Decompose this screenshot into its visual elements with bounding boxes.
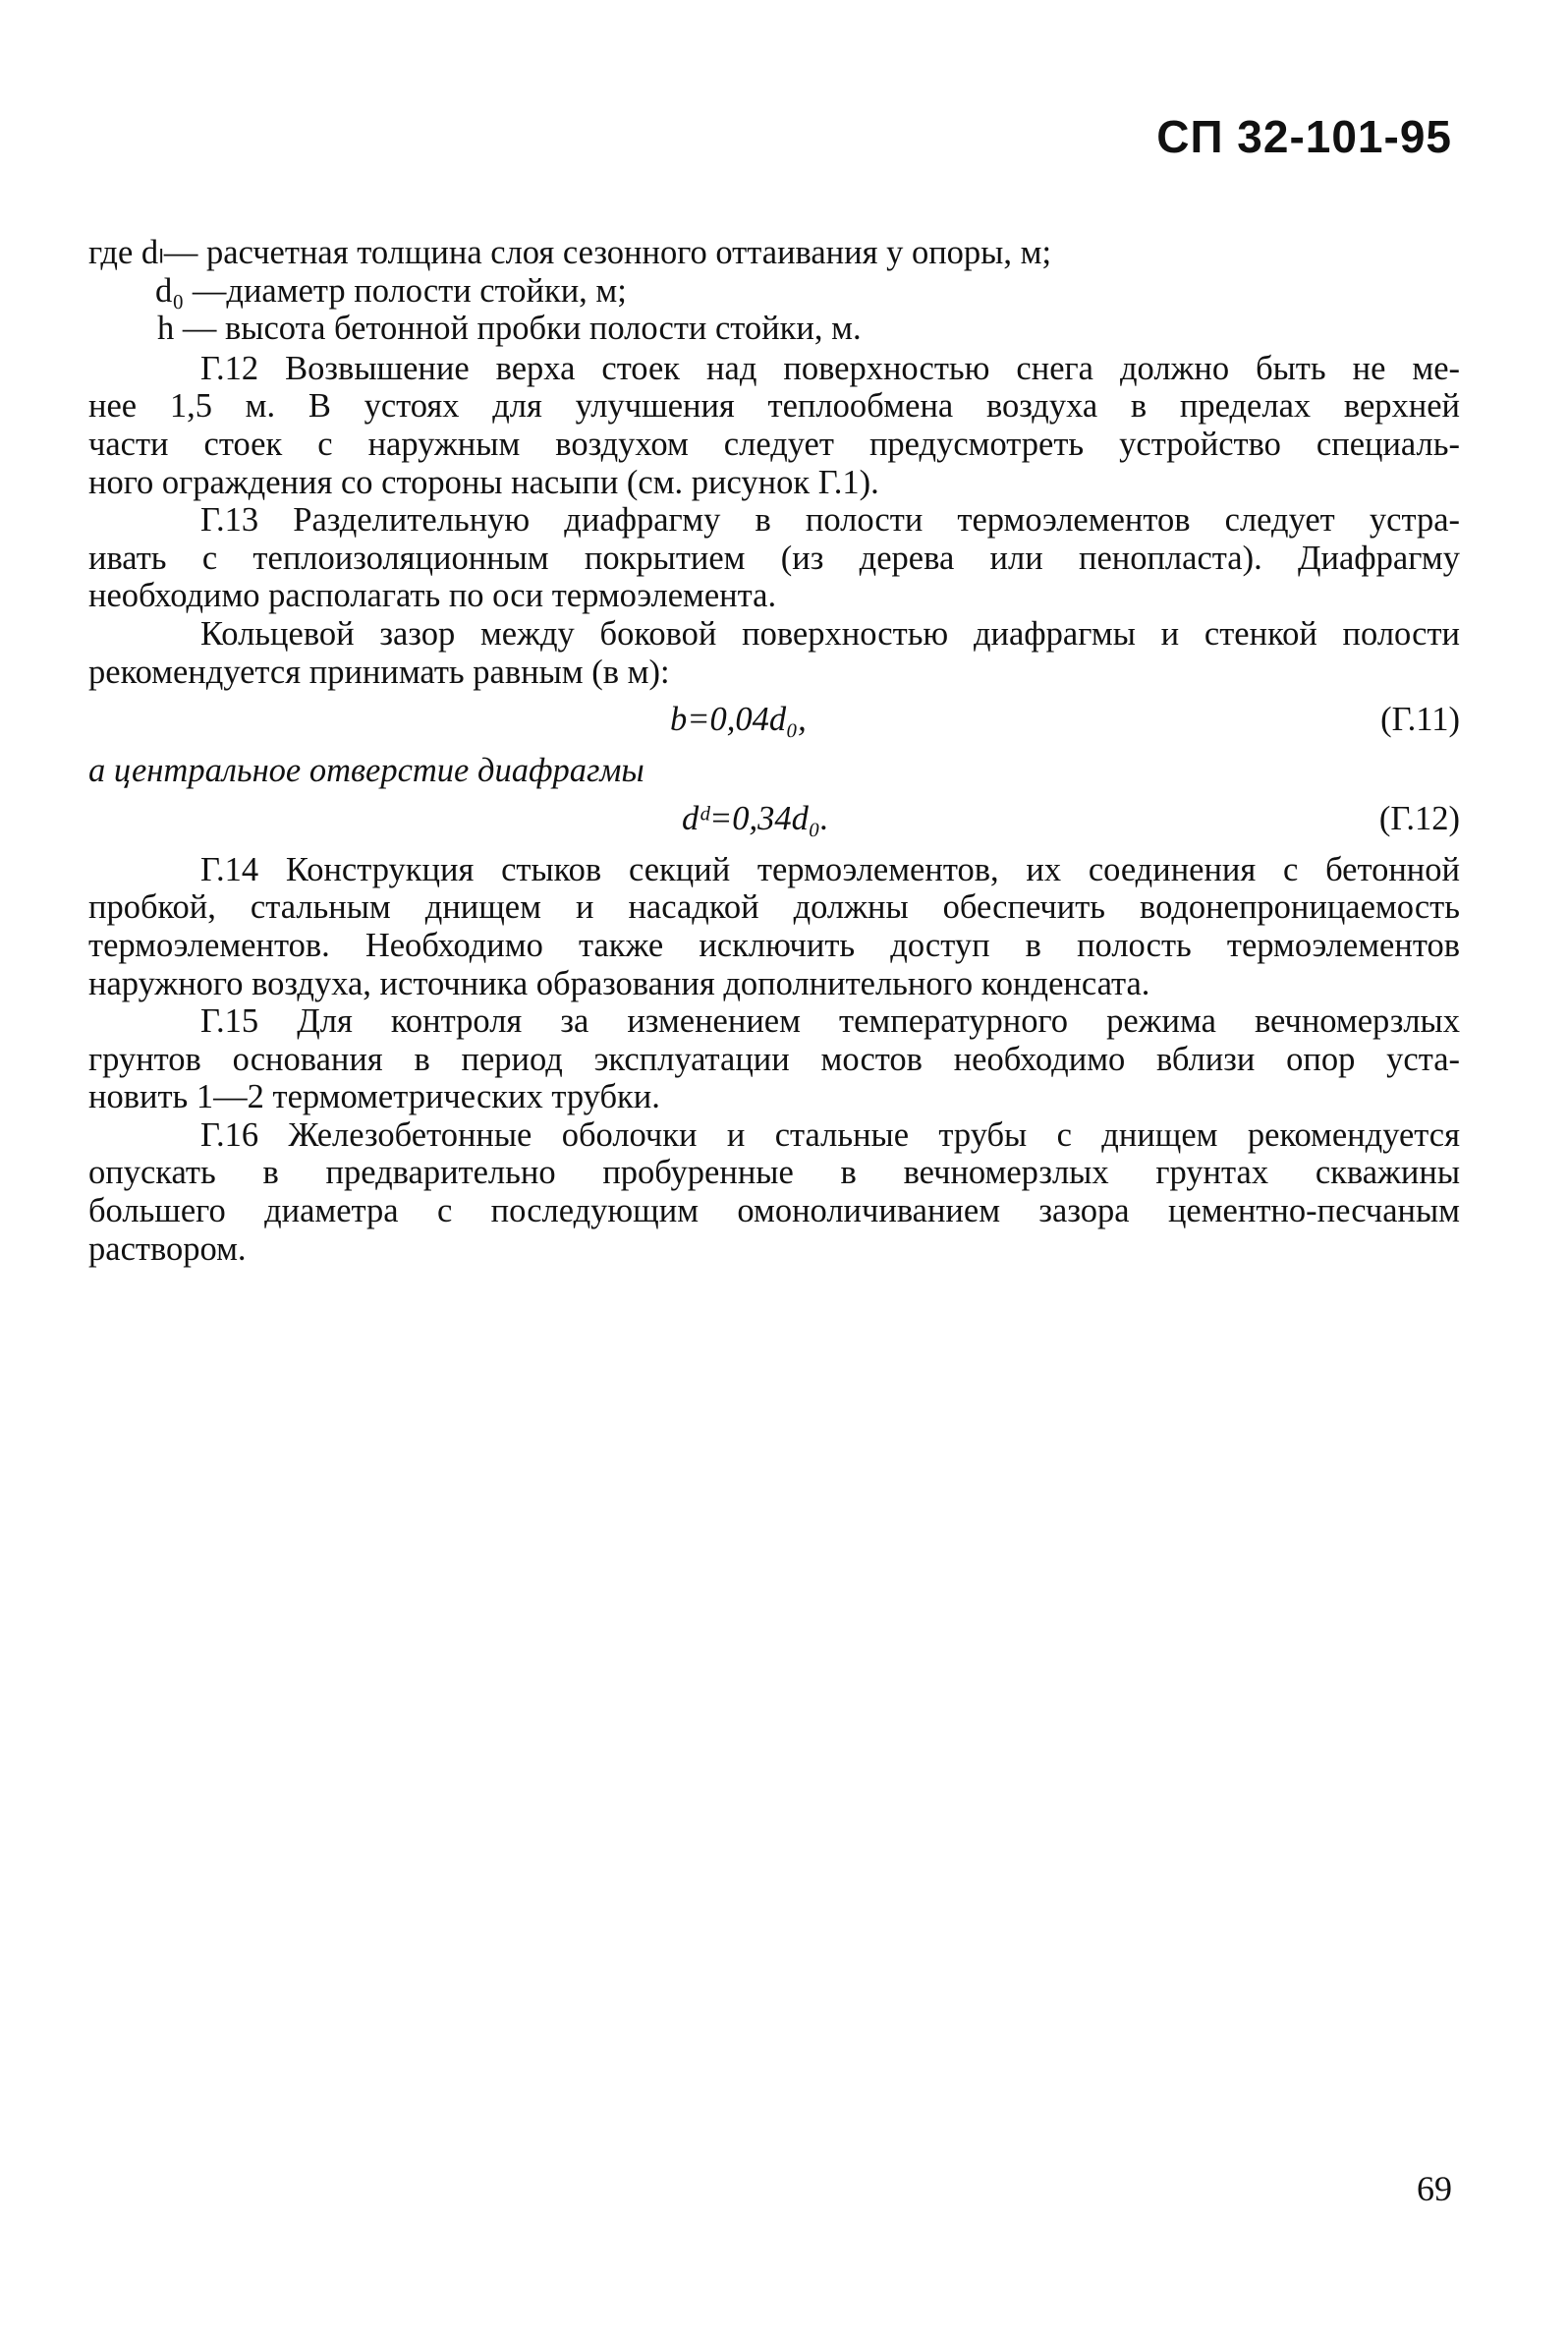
definition-d0: d₀ —диаметр полости стойки, м; bbox=[155, 271, 627, 310]
paragraph-line: необходимо располагать по оси термоэлемента. bbox=[88, 577, 777, 615]
paragraph-line: Г.13 Разделительную диафрагму в полости термоэлементов следует устра- bbox=[200, 501, 1460, 540]
paragraph-g16 bbox=[88, 1116, 1460, 1268]
page-number: 69 bbox=[1417, 2169, 1452, 2208]
paragraph-line: части стоек с наружным воздухом следует предусмотреть устройство специаль- bbox=[88, 425, 1460, 463]
paragraph-line: термоэлементов. Необходимо также исключить доступ в полость термоэлементов bbox=[88, 926, 1460, 964]
paragraph-center-hole: а центральное отверстие диафрагмы bbox=[88, 752, 644, 790]
paragraph-g12 bbox=[88, 350, 1460, 501]
paragraph-line: пробкой, стальным днищем и насадкой должны обеспечить водонепроницаемость bbox=[88, 888, 1460, 927]
formula-number: (Г.11) bbox=[1380, 701, 1460, 739]
paragraph-g13 bbox=[88, 501, 1460, 615]
paragraph-line: Г.14 Конструкция стыков секций термоэлементов, их соединения с бетонной bbox=[200, 850, 1460, 888]
formula-expression: dᵈ=0,34d₀. bbox=[682, 799, 829, 837]
paragraph-g15 bbox=[88, 1002, 1460, 1116]
formula-number: (Г.12) bbox=[1378, 799, 1460, 837]
paragraph-line: раствором. bbox=[88, 1229, 247, 1268]
paragraph-line: Г.15 Для контроля за изменением температурного режима вечномерзлых bbox=[200, 1002, 1460, 1041]
paragraph-g14 bbox=[88, 851, 1460, 1002]
paragraph-line: большего диаметра с последующим омоноличиванием зазора цементно-песчаным bbox=[88, 1192, 1460, 1230]
formula-g11 bbox=[88, 701, 1460, 742]
definition-h: h — высота бетонной пробки полости стойки, м. bbox=[157, 310, 862, 348]
paragraph-line: ного ограждения со стороны насыпи (см. рисунок Г.1). bbox=[88, 463, 879, 501]
paragraph-line: Г.12 Возвышение верха стоек над поверхностью снега должно быть не ме- bbox=[200, 349, 1460, 387]
paragraph-line: Кольцевой зазор между боковой поверхностью диафрагмы и стенкой полости bbox=[200, 614, 1460, 653]
paragraph-line: грунтов основания в период эксплуатации мостов необходимо вблизи опор уста- bbox=[88, 1040, 1460, 1078]
paragraph-line: Г.16 Железобетонные оболочки и стальные трубы с днищем рекомендуется bbox=[200, 1115, 1460, 1154]
paragraph-line: новить 1—2 термометрических трубки. bbox=[88, 1078, 660, 1116]
definition-dt: где dₗ— расчетная толщина слоя сезонного оттаивания у опоры, м; bbox=[88, 234, 1052, 271]
formula-expression: b=0,04d₀, bbox=[670, 701, 807, 739]
paragraph-line: ивать с теплоизоляционным покрытием (из дерева или пенопласта). Диафрагму bbox=[88, 539, 1460, 577]
paragraph-line: опускать в предварительно пробуренные в вечномерзлых грунтах скважины bbox=[88, 1154, 1460, 1192]
document-code: СП 32-101-95 bbox=[1156, 111, 1452, 162]
document-body bbox=[88, 234, 1460, 1268]
formula-g12 bbox=[88, 800, 1460, 841]
paragraph-line: наружного воздуха, источника образования дополнительного конденсата. bbox=[88, 964, 1150, 1002]
paragraph-line: рекомендуется принимать равным (в м): bbox=[88, 653, 670, 691]
paragraph-line: нее 1,5 м. В устоях для улучшения теплообмена воздуха в пределах верхней bbox=[88, 387, 1460, 426]
paragraph-gap-intro bbox=[88, 615, 1460, 691]
